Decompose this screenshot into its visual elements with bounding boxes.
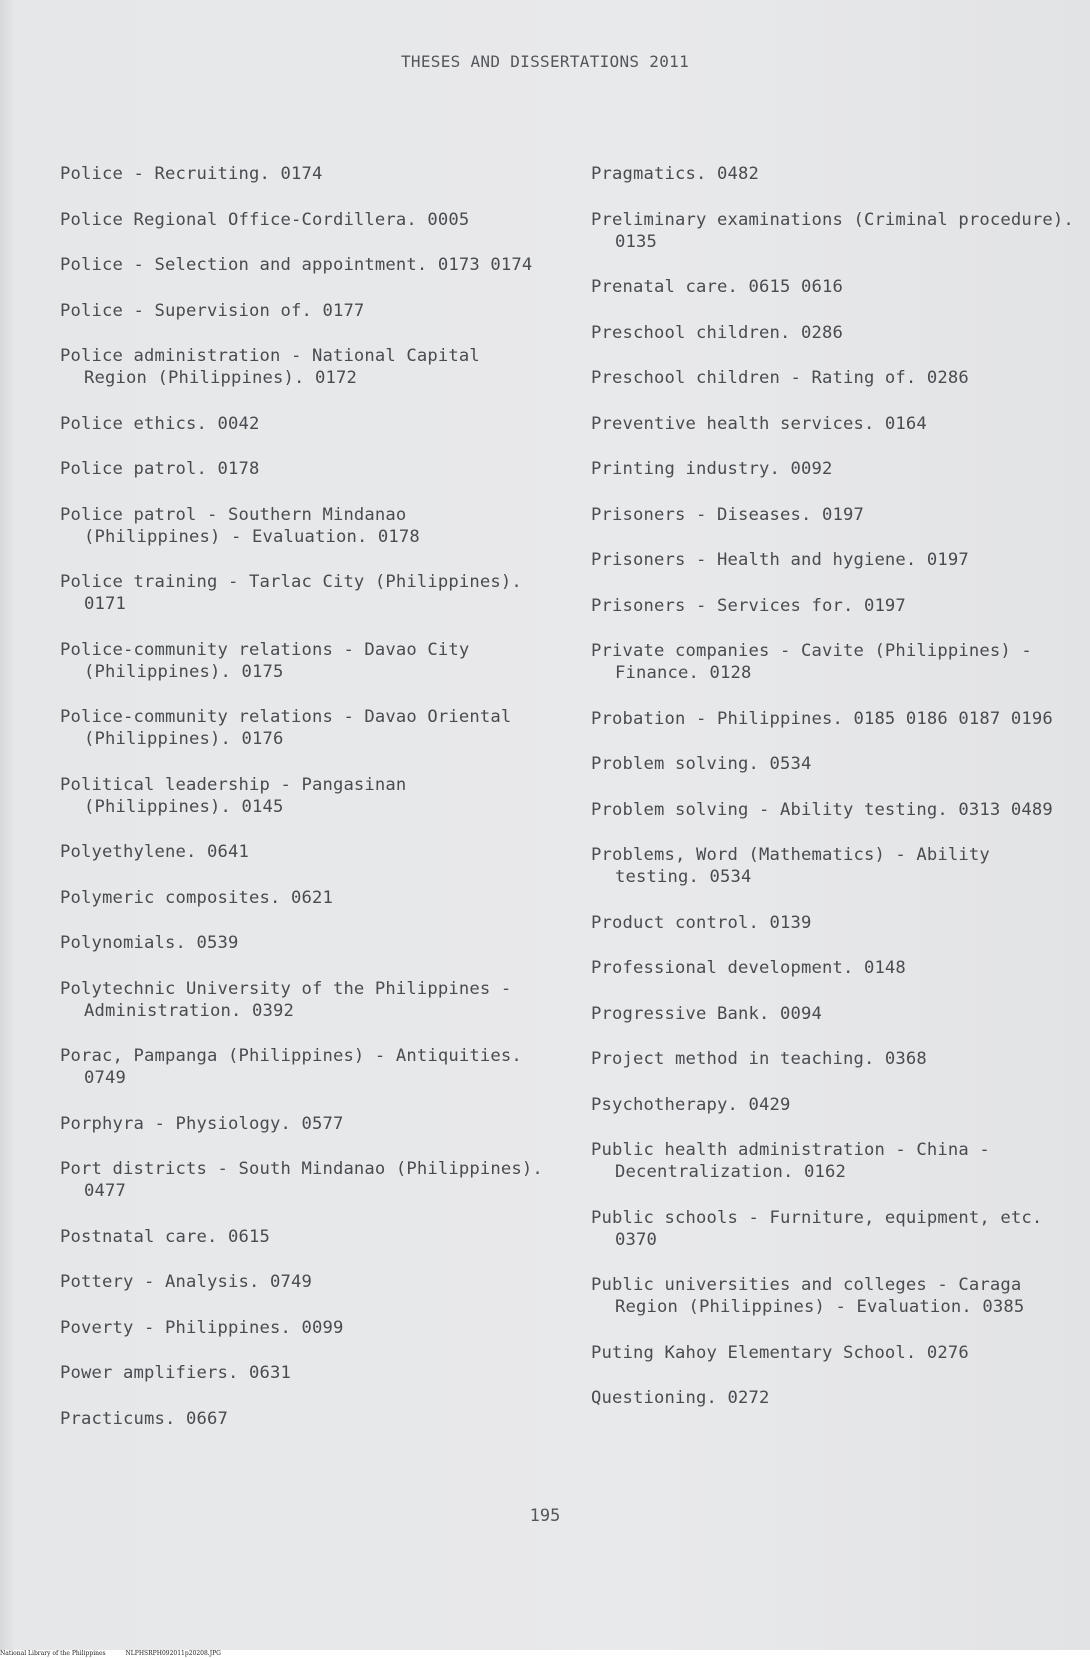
- index-entry: Preschool children. 0286: [591, 322, 843, 343]
- index-entry: Port districts - South Mindanao (Philippines). 0477: [60, 1159, 543, 1201]
- index-entry: Preschool children - Rating of. 0286: [591, 368, 969, 388]
- index-entry: Product control. 0139: [591, 912, 812, 933]
- index-entry: Polyethylene. 0641: [60, 842, 249, 862]
- index-entry: Police training - Tarlac City (Philippines). 0171: [60, 572, 522, 614]
- index-entry: Prisoners - Diseases. 0197: [591, 504, 864, 525]
- index-entry: Preliminary examinations (Criminal procedure). 0135: [591, 209, 1074, 252]
- index-entry: Progressive Bank. 0094: [591, 1003, 822, 1024]
- file-stamp: NLPHSRPH092011p20208.JPG: [125, 1650, 221, 1657]
- index-entry: Police ethics. 0042: [60, 413, 260, 434]
- index-entry: Printing industry. 0092: [591, 459, 833, 479]
- index-entry: Police-community relations - Davao City (Philippines). 0175: [60, 639, 470, 682]
- index-entry: Police patrol - Southern Mindanao (Philippines) - Evaluation. 0178: [60, 504, 420, 547]
- index-entry: Problem solving - Ability testing. 0313 0489: [591, 799, 1053, 820]
- index-entry: Private companies - Cavite (Philippines) - Finance. 0128: [591, 641, 1032, 683]
- index-entry: Power amplifiers. 0631: [60, 1363, 291, 1383]
- index-entry: Project method in teaching. 0368: [591, 1049, 927, 1069]
- index-entry: Police administration - National Capital Region (Philippines). 0172: [60, 346, 480, 388]
- library-stamp: National Library of the Philippines: [0, 1650, 106, 1657]
- index-column-right: [591, 163, 1081, 1433]
- index-entry: Public universities and colleges - Caraga Region (Philippines) - Evaluation. 0385: [591, 1275, 1025, 1317]
- index-entry: Porphyra - Physiology. 0577: [60, 1113, 344, 1134]
- index-entry: Probation - Philippines. 0185 0186 0187 0196: [591, 708, 1053, 729]
- index-entry: Preventive health services. 0164: [591, 413, 927, 434]
- index-entry: Pottery - Analysis. 0749: [60, 1272, 312, 1292]
- index-entry: Police - Selection and appointment. 0173 0174: [60, 255, 533, 275]
- index-entry: Puting Kahoy Elementary School. 0276: [591, 1342, 969, 1363]
- index-column-left: [60, 163, 550, 1453]
- scan-footer-stamp: [0, 1650, 1090, 1658]
- index-entry: Professional development. 0148: [591, 958, 906, 978]
- index-entry: Prisoners - Health and hygiene. 0197: [591, 550, 969, 570]
- index-entry: Prenatal care. 0615 0616: [591, 277, 843, 297]
- index-entry: Postnatal care. 0615: [60, 1226, 270, 1247]
- page-number: 195: [529, 1506, 561, 1526]
- index-entry: Polymeric composites. 0621: [60, 887, 333, 908]
- index-entry: Porac, Pampanga (Philippines) - Antiquities. 0749: [60, 1046, 522, 1088]
- index-entry: Poverty - Philippines. 0099: [60, 1317, 344, 1338]
- running-title: THESES AND DISSERTATIONS 2011: [400, 52, 690, 71]
- index-entry: Political leadership - Pangasinan (Philippines). 0145: [60, 774, 407, 817]
- index-entry: Public health administration - China - Decentralization. 0162: [591, 1140, 990, 1182]
- index-entry: Prisoners - Services for. 0197: [591, 595, 906, 616]
- index-entry: Police patrol. 0178: [60, 459, 260, 479]
- index-entry: Problems, Word (Mathematics) - Ability testing. 0534: [591, 845, 990, 887]
- index-entry: Questioning. 0272: [591, 1388, 770, 1408]
- index-entry: Police Regional Office-Cordillera. 0005: [60, 209, 470, 230]
- index-entry: Public schools - Furniture, equipment, etc. 0370: [591, 1207, 1043, 1250]
- index-entry: Polynomials. 0539: [60, 933, 239, 953]
- index-entry: Police - Supervision of. 0177: [60, 300, 365, 321]
- index-entry: Polytechnic University of the Philippines - Administration. 0392: [60, 978, 512, 1021]
- index-entry: Psychotherapy. 0429: [591, 1094, 791, 1115]
- index-entry: Practicums. 0667: [60, 1408, 228, 1429]
- index-entry: Pragmatics. 0482: [591, 164, 759, 184]
- index-entry: Police - Recruiting. 0174: [60, 164, 323, 184]
- index-entry: Police-community relations - Davao Oriental (Philippines). 0176: [60, 707, 512, 749]
- index-entry: Problem solving. 0534: [591, 754, 812, 774]
